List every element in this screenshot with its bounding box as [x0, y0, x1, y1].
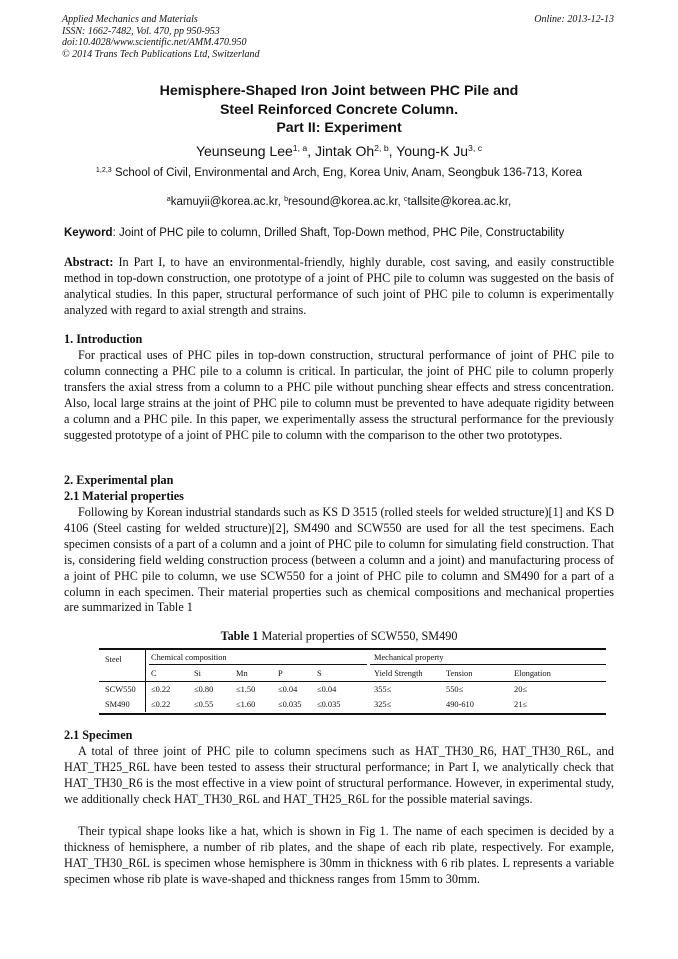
- table-header-rule: [99, 681, 606, 682]
- journal-issn: ISSN: 1662-7482, Vol. 470, pp 950-953: [62, 25, 220, 37]
- table-cell: ≤0.80: [194, 685, 214, 694]
- journal-name: Applied Mechanics and Materials: [62, 14, 198, 25]
- author-sup: 2, b: [374, 143, 389, 154]
- email-link[interactable]: kamuyii@korea.ac.kr: [170, 196, 278, 208]
- abstract-text: In Part I, to have an environmental-friendly, highly durable, cost saving, and easily constructible method in top-down construction, one prototype of a joint of PHC pile to column was suggested on the basis of analytical studies. In this paper, structural performance of such joint of PHC pile to column is experimentally analyzed with regard to axial strength and strains.: [64, 255, 614, 317]
- table-cell: ≤0.22: [151, 685, 171, 694]
- keywords-text: : Joint of PHC pile to column, Drilled Shaft, Top-Down method, PHC Pile, Constructability: [112, 227, 565, 239]
- journal-header: [62, 14, 260, 60]
- table-cell: 490-610: [446, 700, 474, 709]
- material-table: [99, 648, 606, 716]
- table-cell: 20≤: [514, 685, 527, 694]
- group-underline: [149, 664, 367, 665]
- table-bottom-rule: [99, 713, 606, 715]
- table-group-header: Chemical composition: [151, 653, 227, 662]
- table-column-header: P: [278, 669, 283, 678]
- email-sup: a: [166, 195, 171, 204]
- paragraph-text: A total of three joint of PHC pile to column specimens such as HAT_TH30_R6, HAT_TH30_R6L, and HAT_TH25_R6L have been tested to assess their structural performance; in Part I, we analytically check that HAT_TH30_R6 is the most effective in a view point of structural performance. However, in experimental study, we additionally check HAT_TH30_R6L and HAT_TH25_R6L for the possible material savings.: [64, 744, 614, 806]
- author-name: Young-K Ju: [396, 143, 469, 159]
- table-column-header: S: [317, 669, 322, 678]
- author-name: Jintak Oh: [315, 143, 375, 159]
- affiliation-text: School of Civil, Environmental and Arch, Eng, Korea Univ, Anam, Seongbuk 136-713, Korea: [114, 167, 583, 179]
- table-group-header: Mechanical property: [374, 653, 444, 662]
- abstract-label: Abstract:: [64, 255, 114, 269]
- table-cell: ≤0.035: [278, 700, 302, 709]
- section-1-text: [64, 348, 614, 443]
- keywords: [64, 227, 616, 239]
- table-cell: ≤0.035: [317, 700, 341, 709]
- paper-title: [0, 82, 678, 138]
- table-cell: ≤0.22: [151, 700, 171, 709]
- table-header-steel: Steel: [105, 655, 122, 664]
- table-label: Table 1: [220, 629, 259, 643]
- table-cell: 550≤: [446, 685, 464, 694]
- paragraph-text: Their typical shape looks like a hat, which is shown in Fig 1. The name of each specimen is decided by a thickness of hemisphere, a number of rib plates, and the shape of each rib plate, respectively. For example, HAT_TH30_R6L is specimen whose hemisphere is 30mm in thickness with 6 rib plates. L represents a variable specimen whose rib plate is wave-shaped and thickness ranges from 15mm to 30mm.: [64, 824, 614, 886]
- table-column-header: Elongation: [514, 669, 551, 678]
- table-column-header: Si: [194, 669, 201, 678]
- email-sup: c: [403, 195, 408, 204]
- section-2-text: [64, 505, 614, 616]
- online-date: Online: 2013-12-13: [534, 14, 614, 25]
- subsection-heading: 2.1 Material properties: [64, 489, 184, 503]
- table-caption: [0, 629, 678, 644]
- subsection-heading: 2.1 Specimen: [64, 728, 133, 742]
- group-underline: [370, 664, 606, 665]
- journal-doi: doi:10.4028/www.scientific.net/AMM.470.950: [62, 37, 247, 48]
- email-link[interactable]: resound@korea.ac.kr: [288, 196, 398, 208]
- journal-copyright: © 2014 Trans Tech Publications Ltd, Switzerland: [62, 48, 260, 60]
- table-cell: ≤0.04: [278, 685, 298, 694]
- table-cell-steel: SCW550: [105, 685, 136, 694]
- table-caption-text: Material properties of SCW550, SM490: [261, 629, 458, 643]
- email-link[interactable]: tallsite@korea.ac.kr: [407, 196, 509, 208]
- table-column-header: Mn: [236, 669, 248, 678]
- table-cell-steel: SM490: [105, 700, 130, 709]
- paragraph-text: Following by Korean industrial standards such as KS D 3515 (rolled steels for welded structure)[1] and KS D 4106 (Steel casting for welded structure)[2], SM490 and SCW550 are used for all the test specimens. Each specimen consists of a part of a column and a joint of PHC pile to column for simulating field construction. That is, considering field welding construction process (between a column and a joint) and manufacturing process of a joint of PHC pile to column, we use SCW550 for a joint of PHC pile to column and SM490 for a part of a column in each specimen. Their material properties such as chemical compositions and mechanical properties are summarized in Table 1: [64, 505, 614, 615]
- paragraph-text: For practical uses of PHC piles in top-down construction, structural performance of joint of PHC pile to column connecting a PHC pile to a column is critical. In particular, the joint of PHC pile to column properly transfers the axial stress from a column to a PHC pile without punching shear effects and stress concentration. Also, local large strains at the joint of PHC pile to column must be prevented to have adequate rigidity between a column and a PHC pile. In this paper, we experimentally assess the structural performance for the previously suggested prototype of a joint of PHC pile to column with the comparison to the other two prototypes.: [64, 348, 614, 442]
- email-sup: b: [284, 195, 289, 204]
- table-cell: 355≤: [374, 685, 392, 694]
- author-name: Yeunseung Lee: [195, 143, 293, 159]
- table-top-rule: [99, 648, 606, 650]
- table-column-header: Yield Strength: [374, 669, 423, 678]
- table-cell: 21≤: [514, 700, 527, 709]
- author-list: Yeunseung Lee$^{1, a}$, Jintak Oh$^{2, b}$, Young-K Ju$^{3, c}$: [195, 143, 483, 159]
- table-column-header: C: [151, 669, 157, 678]
- table-column-header: Tension: [446, 669, 473, 678]
- email-list: $^a$kamuyii@korea.ac.kr, $^b$resound@korea.ac.kr, $^c$tallsite@korea.ac.kr,: [166, 195, 512, 208]
- table-cell: ≤1.60: [236, 700, 256, 709]
- table-cell: ≤0.55: [194, 700, 214, 709]
- title-line-3: Part II: Experiment: [276, 120, 402, 136]
- abstract: [64, 255, 614, 319]
- section-heading: 2. Experimental plan: [64, 473, 174, 487]
- keywords-label: Keyword: [64, 227, 113, 239]
- title-line-2: Steel Reinforced Concrete Column.: [219, 101, 459, 118]
- section-heading: 1. Introduction: [64, 332, 143, 346]
- table-cell: 325≤: [374, 700, 392, 709]
- author-sup: 1, a: [292, 143, 308, 154]
- specimen-paragraph-2: [64, 824, 614, 888]
- table-cell: ≤1.50: [236, 685, 256, 694]
- author-sup: 3, c: [468, 143, 483, 154]
- affiliation-sup: 1,2,3: [95, 166, 112, 175]
- title-line-1: Hemisphere-Shaped Iron Joint between PHC Pile and: [159, 83, 519, 99]
- affiliation: [0, 167, 678, 179]
- table-cell: ≤0.04: [317, 685, 337, 694]
- specimen-paragraph-1: [64, 744, 614, 808]
